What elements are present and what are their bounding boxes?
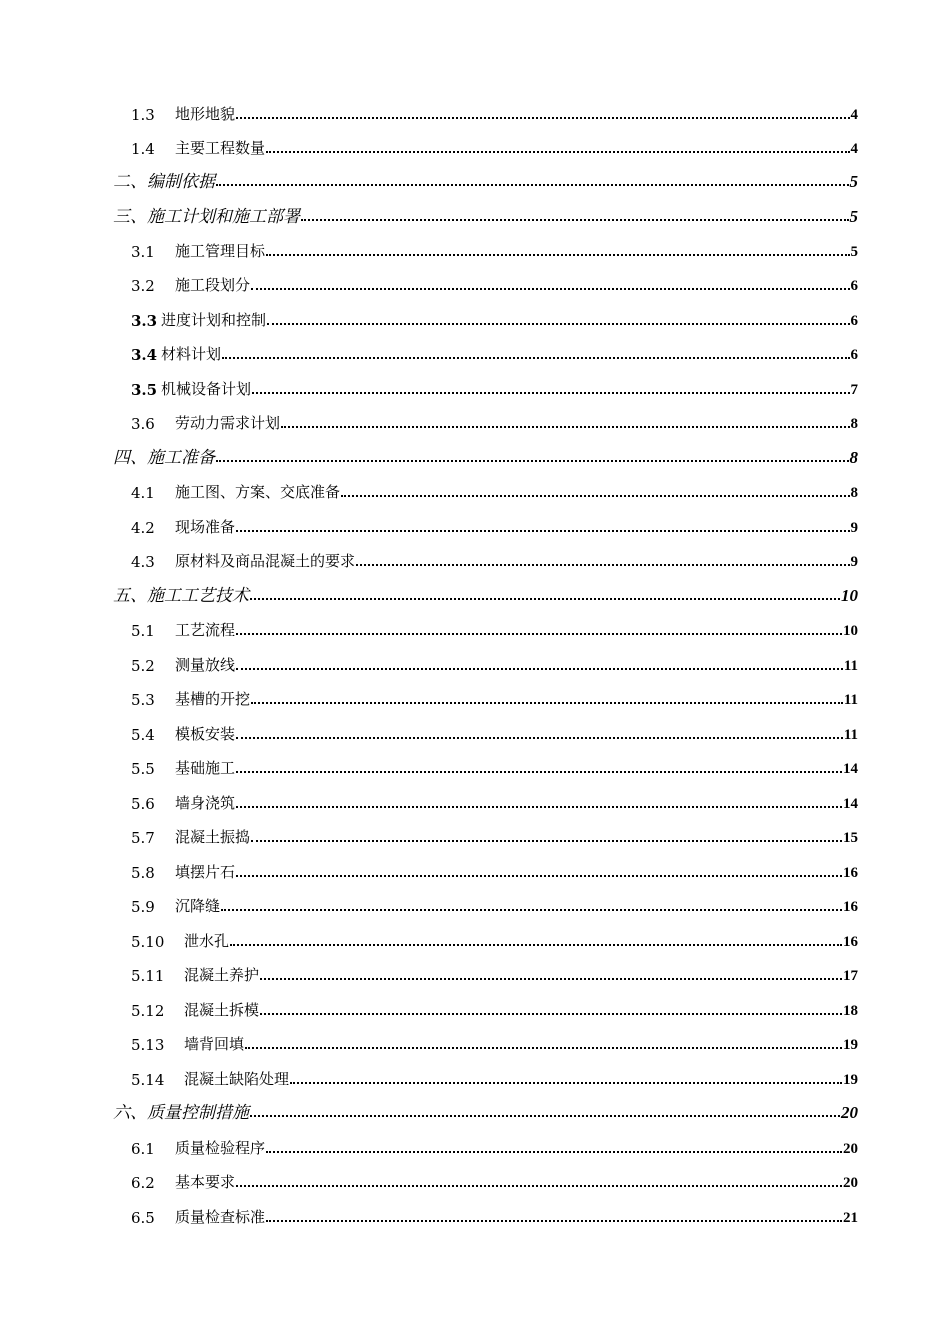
toc-dot-leader <box>301 219 849 221</box>
toc-entry-title: 填摆片石 <box>175 863 236 881</box>
toc-dot-leader <box>260 978 842 980</box>
toc-dot-leader <box>236 668 843 670</box>
toc-dot-leader <box>356 564 849 566</box>
toc-entry-5-14[interactable] <box>131 1065 858 1089</box>
toc-entry-page: 11 <box>843 727 858 743</box>
toc-entry-title: 施工图、方案、交底准备 <box>175 483 341 501</box>
toc-entry-number: 5.4 <box>131 726 155 744</box>
toc-entry-5-7[interactable] <box>131 823 858 847</box>
toc-dot-leader <box>245 1047 842 1049</box>
toc-entry-page: 19 <box>843 1037 858 1053</box>
toc-dot-leader <box>236 1185 842 1187</box>
toc-entry-number: 5.10 <box>131 933 165 951</box>
toc-dot-leader <box>266 151 849 153</box>
toc-entry-page: 6 <box>850 313 858 329</box>
toc-entry-title: 质量检查标准 <box>175 1208 266 1226</box>
toc-entry-title: 测量放线 <box>175 656 236 674</box>
toc-entry-page: 9 <box>850 520 858 536</box>
toc-entry-5-9[interactable] <box>131 892 858 916</box>
toc-entry-1-4[interactable] <box>131 134 858 158</box>
toc-entry-number: 5.3 <box>131 691 155 709</box>
toc-entry-title: 泄水孔 <box>184 932 230 950</box>
toc-entry-number: 5.2 <box>131 657 155 675</box>
toc-entry-3-2[interactable] <box>131 271 858 295</box>
toc-entry-3-5[interactable] <box>131 375 858 399</box>
toc-entry-page: 5 <box>850 244 858 260</box>
toc-dot-leader <box>221 909 842 911</box>
toc-dot-leader <box>236 875 842 877</box>
toc-entry-title: 混凝土拆模 <box>184 1001 260 1019</box>
toc-entry-page: 4 <box>850 107 858 123</box>
toc-entry-5-5[interactable] <box>131 754 858 778</box>
toc-dot-leader <box>216 184 849 186</box>
toc-entry-page: 6 <box>850 278 858 294</box>
toc-entry-number: 4.2 <box>131 519 155 537</box>
toc-chapter-page: 5 <box>849 172 858 191</box>
toc-chapter-title: 四、施工准备 <box>113 448 215 468</box>
toc-entry-5-12[interactable] <box>131 996 858 1020</box>
toc-entry-page: 7 <box>850 382 858 398</box>
toc-entry-title: 劳动力需求计划 <box>175 414 281 432</box>
toc-dot-leader <box>236 771 842 773</box>
toc-entry-page: 14 <box>843 796 858 812</box>
toc-entry-number: 5.11 <box>131 967 165 985</box>
toc-entry-number: 3.5 <box>131 381 158 399</box>
toc-dot-leader <box>267 323 849 325</box>
toc-entry-title: 主要工程数量 <box>175 139 266 157</box>
toc-dot-leader <box>290 1082 842 1084</box>
toc-entry-title: 墙身浇筑 <box>175 794 236 812</box>
toc-chapter-title: 二、编制依据 <box>113 172 215 192</box>
toc-entry-title: 墙背回填 <box>184 1035 245 1053</box>
toc-chapter-title: 五、施工工艺技术 <box>113 586 249 606</box>
toc-entry-page: 9 <box>850 554 858 570</box>
toc-entry-number: 3.1 <box>131 243 155 261</box>
toc-chapter-page: 20 <box>841 1103 858 1122</box>
toc-entry-3-1[interactable] <box>131 237 858 261</box>
toc-entry-number: 5.13 <box>131 1036 165 1054</box>
toc-entry-page: 20 <box>843 1175 858 1191</box>
toc-entry-6-2[interactable] <box>131 1168 858 1192</box>
toc-entry-number: 6.5 <box>131 1209 155 1227</box>
toc-entry-5-13[interactable] <box>131 1030 858 1054</box>
toc-entry-title: 混凝土振捣 <box>175 828 251 846</box>
toc-entry-page: 16 <box>843 865 858 881</box>
toc-entry-3-6[interactable] <box>131 409 858 433</box>
toc-entry-number: 5.5 <box>131 760 155 778</box>
toc-entry-number: 6.1 <box>131 1140 155 1158</box>
toc-entry-number: 5.1 <box>131 622 155 640</box>
toc-entry-title: 混凝土缺陷处理 <box>184 1070 290 1088</box>
toc-entry-number: 5.8 <box>131 864 155 882</box>
toc-entry-title: 工艺流程 <box>175 621 236 639</box>
toc-entry-page: 17 <box>843 968 858 984</box>
toc-entry-title: 模板安装 <box>175 725 236 743</box>
toc-entry-title: 基础施工 <box>175 759 236 777</box>
toc-dot-leader <box>222 357 849 359</box>
toc-chapter-4[interactable] <box>113 444 858 468</box>
toc-entry-5-3[interactable] <box>131 685 858 709</box>
toc-entry-page: 16 <box>843 934 858 950</box>
toc-entry-page: 6 <box>850 347 858 363</box>
toc-entry-number: 3.4 <box>131 346 158 364</box>
toc-entry-6-1[interactable] <box>131 1134 858 1158</box>
toc-entry-page: 14 <box>843 761 858 777</box>
toc-entry-5-4[interactable] <box>131 720 858 744</box>
toc-entry-title: 进度计划和控制 <box>161 311 267 329</box>
toc-entry-title: 施工段划分 <box>175 276 251 294</box>
toc-entry-number: 3.6 <box>131 415 155 433</box>
toc-dot-leader <box>260 1013 842 1015</box>
toc-dot-leader <box>341 495 849 497</box>
toc-entry-title: 现场准备 <box>175 518 236 536</box>
toc-entry-number: 4.1 <box>131 484 155 502</box>
toc-entry-page: 8 <box>850 485 858 501</box>
toc-chapter-2[interactable] <box>113 168 858 192</box>
toc-entry-5-6[interactable] <box>131 789 858 813</box>
toc-dot-leader <box>250 598 840 600</box>
toc-entry-4-1[interactable] <box>131 478 858 502</box>
toc-entry-5-2[interactable] <box>131 651 858 675</box>
toc-entry-page: 20 <box>843 1141 858 1157</box>
toc-entry-6-5[interactable] <box>131 1203 858 1227</box>
toc-entry-page: 19 <box>843 1072 858 1088</box>
toc-dot-leader <box>251 288 849 290</box>
toc-entry-number: 5.12 <box>131 1002 165 1020</box>
toc-dot-leader <box>236 633 842 635</box>
toc-entry-1-3[interactable] <box>131 100 858 124</box>
toc-chapter-title: 三、施工计划和施工部署 <box>113 207 300 227</box>
toc-entry-title: 机械设备计划 <box>161 380 252 398</box>
toc-entry-page: 11 <box>843 658 858 674</box>
toc-chapter-5[interactable] <box>113 582 858 606</box>
toc-dot-leader <box>252 392 849 394</box>
toc-entry-5-10[interactable] <box>131 927 858 951</box>
toc-entry-5-11[interactable] <box>131 961 858 985</box>
toc-entry-title: 材料计划 <box>161 345 222 363</box>
toc-entry-page: 8 <box>850 416 858 432</box>
toc-entry-title: 质量检验程序 <box>175 1139 266 1157</box>
toc-entry-page: 21 <box>843 1210 858 1226</box>
toc-dot-leader <box>230 944 842 946</box>
toc-entry-4-3[interactable] <box>131 547 858 571</box>
toc-entry-page: 11 <box>843 692 858 708</box>
toc-chapter-page: 8 <box>849 448 858 467</box>
toc-dot-leader <box>266 1220 842 1222</box>
toc-entry-page: 16 <box>843 899 858 915</box>
toc-entry-number: 3.2 <box>131 277 155 295</box>
toc-dot-leader <box>216 460 849 462</box>
toc-chapter-6[interactable] <box>113 1099 858 1123</box>
toc-entry-title: 沉降缝 <box>175 897 221 915</box>
toc-entry-number: 3.3 <box>131 312 158 330</box>
toc-entry-number: 5.9 <box>131 898 155 916</box>
toc-entry-page: 18 <box>843 1003 858 1019</box>
toc-entry-title: 地形地貌 <box>175 105 236 123</box>
toc-dot-leader <box>236 117 849 119</box>
toc-dot-leader <box>266 1151 842 1153</box>
toc-entry-title: 施工管理目标 <box>175 242 266 260</box>
toc-entry-page: 4 <box>850 141 858 157</box>
toc-dot-leader <box>266 254 849 256</box>
toc-entry-number: 5.6 <box>131 795 155 813</box>
toc-entry-title: 混凝土养护 <box>184 966 260 984</box>
toc-entry-title: 基槽的开挖 <box>175 690 251 708</box>
toc-entry-page: 15 <box>843 830 858 846</box>
toc-entry-number: 4.3 <box>131 553 155 571</box>
toc-chapter-title: 六、质量控制措施 <box>113 1103 249 1123</box>
toc-entry-title: 原材料及商品混凝土的要求 <box>175 552 356 570</box>
toc-entry-number: 5.14 <box>131 1071 165 1089</box>
toc-entry-title: 基本要求 <box>175 1173 236 1191</box>
toc-dot-leader <box>236 737 843 739</box>
toc-chapter-page: 5 <box>849 207 858 226</box>
toc-entry-number: 6.2 <box>131 1174 155 1192</box>
toc-chapter-3[interactable] <box>113 203 858 227</box>
toc-entry-5-8[interactable] <box>131 858 858 882</box>
toc-entry-page: 10 <box>843 623 858 639</box>
toc-dot-leader <box>251 702 843 704</box>
toc-entry-4-2[interactable] <box>131 513 858 537</box>
toc-entry-number: 1.4 <box>131 140 155 158</box>
toc-chapter-page: 10 <box>841 586 858 605</box>
toc-entry-3-3[interactable] <box>131 306 858 330</box>
toc-entry-5-1[interactable] <box>131 616 858 640</box>
toc-dot-leader <box>236 530 849 532</box>
toc-dot-leader <box>236 806 842 808</box>
toc-entry-number: 5.7 <box>131 829 155 847</box>
toc-entry-3-4[interactable] <box>131 340 858 364</box>
toc-dot-leader <box>251 840 842 842</box>
toc-dot-leader <box>250 1115 840 1117</box>
toc-entry-number: 1.3 <box>131 106 155 124</box>
toc-dot-leader <box>281 426 849 428</box>
